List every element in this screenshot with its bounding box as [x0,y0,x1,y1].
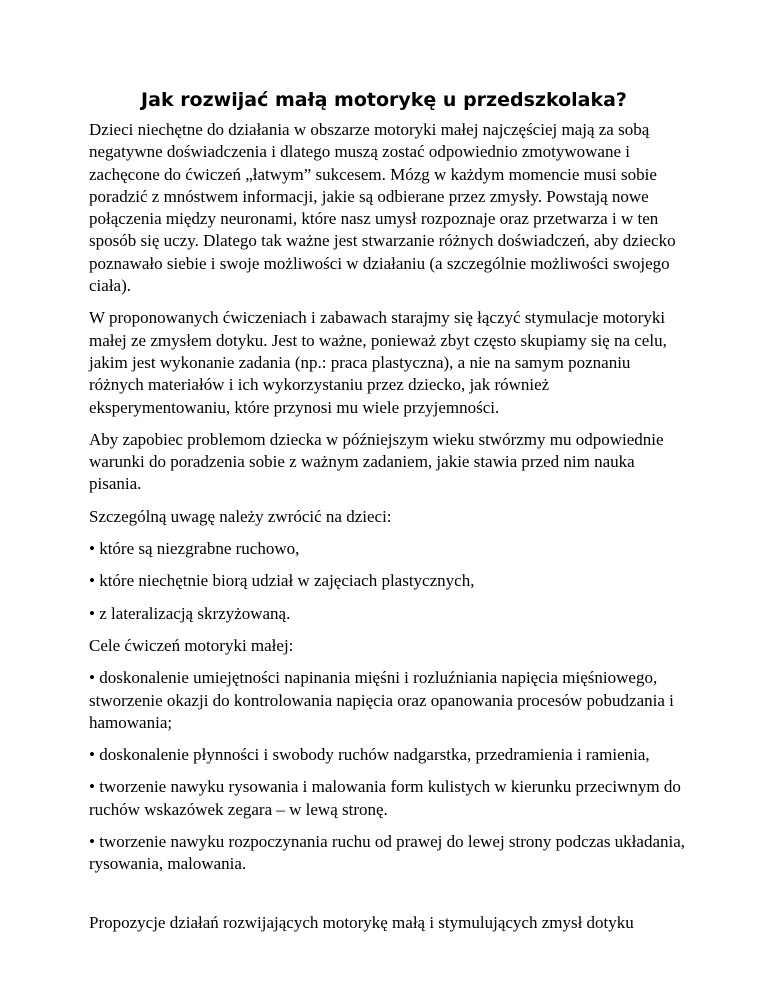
attention-item: • z lateralizacją skrzyżowaną. [89,603,291,623]
goal-item: • doskonalenie umiejętności napinania mięśni i rozluźniania napięcia mięśniowego, stworzenie okazji do kontrolowania napięcia oraz opanowania procesów pobudzania i hamowania; [89,668,674,732]
page-title: Jak rozwijać małą motorykę u przedszkolaka? [141,89,627,111]
goals-intro: Cele ćwiczeń motoryki małej: [89,635,294,655]
closing-heading: Propozycje działań rozwijających motorykę małą i stymulujących zmysł dotyku [89,912,634,932]
paragraph-touch-stimulation: W proponowanych ćwiczeniach i zabawach starajmy się łączyć stymulacje motoryki małej ze zmysłem dotyku. Jest to ważne, ponieważ zbyt często skupiamy się na celu, jakim jest wykonanie zadania (np.: praca plastyczna), a nie na samym poznaniu różnych materiałów i ich wykorzystaniu przez dziecko, jak również eksperymentowaniu, które przynosi mu wiele przyjemności. [89,308,667,417]
goal-item: • tworzenie nawyku rozpoczynania ruchu od prawej do lewej strony podczas układania, rysowania, malowania. [89,832,686,874]
goal-item: • tworzenie nawyku rysowania i malowania form kulistych w kierunku przeciwnym do ruchów wskazówek zegara – w lewą stronę. [89,777,681,819]
attention-item: • które niechętnie biorą udział w zajęciach plastycznych, [89,571,475,591]
document-body [89,119,689,944]
attention-item: • które są niezgrabne ruchowo, [89,539,300,559]
attention-intro: Szczególną uwagę należy zwrócić na dzieci: [89,506,392,526]
paragraph-writing-prep: Aby zapobiec problemom dziecka w późniejszym wieku stwórzmy mu odpowiednie warunki do poradzenia sobie z ważnym zadaniem, jakie stawia przed nim nauka pisania. [89,429,664,494]
paragraph-intro: Dzieci niechętne do działania w obszarze motoryki małej najczęściej mają za sobą negatywne doświadczenia i dlatego muszą zostać odpowiednio zmotywowane i zachęcone do ćwiczeń „łatwym” sukcesem. Mózg w każdym momencie musi sobie poradzić z mnóstwem informacji, jakie są odbierane przez zmysły. Powstają nowe połączenia między neuronami, które nasz umysł rozpoznaje oraz przetwarza i w ten sposób się uczy. Dlatego tak ważne jest stwarzanie różnych doświadczeń, aby dziecko poznawało siebie i swoje możliwości w działaniu (a szczególnie możliwości swojego ciała). [89,120,676,296]
goal-item: • doskonalenie płynności i swobody ruchów nadgarstka, przedramienia i ramienia, [89,745,650,765]
